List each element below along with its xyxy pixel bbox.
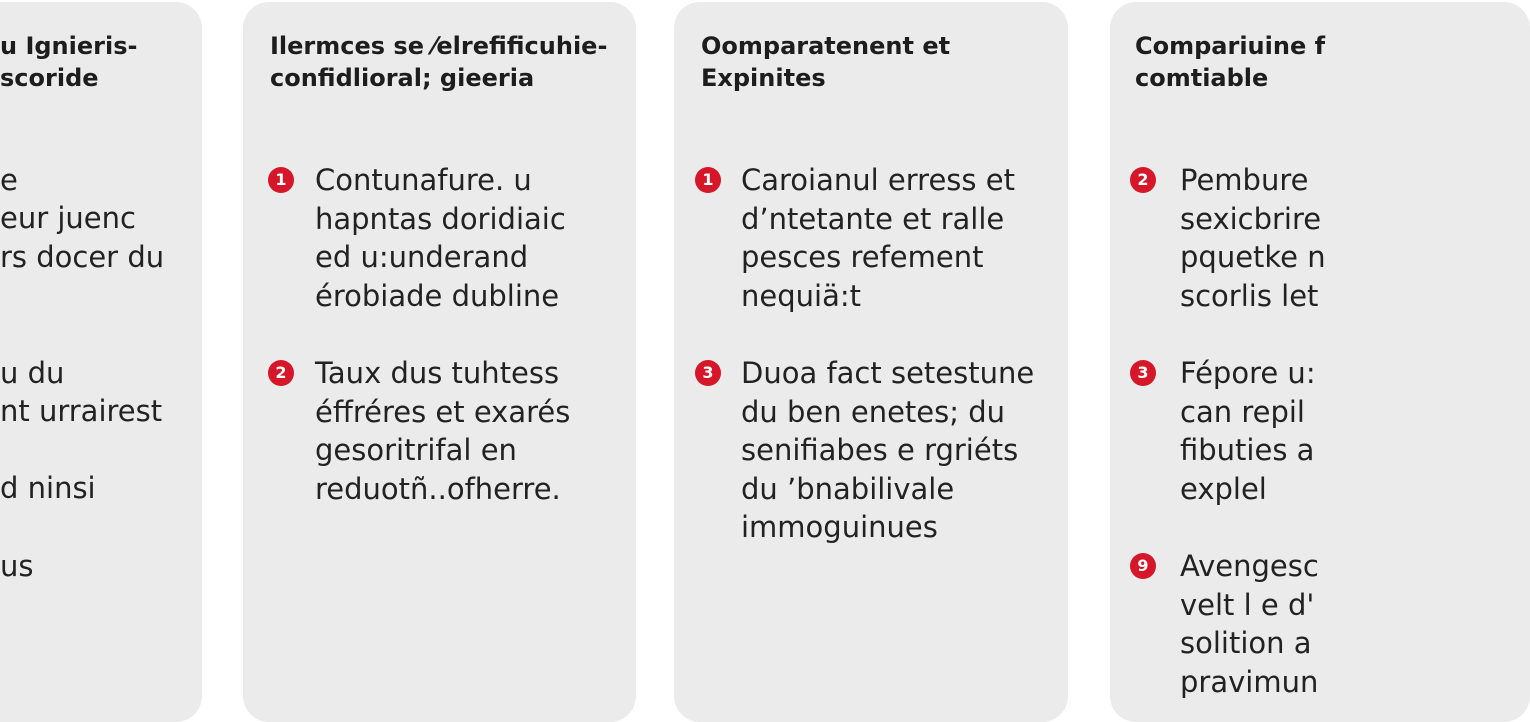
number-badge: 1 (268, 167, 294, 193)
list-item (1110, 547, 1319, 699)
card-text-fragment: us (0, 549, 34, 583)
comparison-card-3 (674, 2, 1068, 722)
card-text-fragment: nt urrairest (0, 394, 163, 428)
number-badge: 1 (695, 167, 721, 193)
card-text-fragment: eur juenc (0, 201, 136, 235)
list-item-text: Contunafure. u hapntas doridiaic ed u:underand érobiade dubline (315, 163, 566, 313)
list-item-text: Caroianul erress et d’ntetante et ralle pesces refement nequiä:t (741, 163, 1015, 313)
number-badge: 2 (1130, 167, 1156, 193)
card-text-fragment: e (0, 163, 18, 197)
card-text-fragment: d ninsi (0, 471, 96, 505)
card-title: u Ignieris- scoride (0, 32, 138, 92)
number-badge: 3 (695, 360, 721, 386)
list-item-text: Avengesc velt l e d' solition a pravimun (1180, 549, 1319, 699)
card-text-fragment: rs docer du (0, 240, 165, 274)
card-title: Oomparatenent et Expinites (701, 32, 951, 92)
list-item-text: Fépore u: can repil fibuties a explel (1180, 356, 1316, 506)
list-item (243, 354, 571, 506)
list-item-text: Taux dus tuhtess éffréres et exarés gesoritrifal en reduotñ..ofherre. (315, 356, 571, 506)
number-badge: 9 (1130, 553, 1156, 579)
list-item (243, 161, 566, 313)
comparison-card-2 (243, 2, 636, 722)
card-text-fragment: u du (0, 356, 65, 390)
comparison-card-1 (0, 2, 202, 722)
number-badge: 3 (1130, 360, 1156, 386)
comparison-card-4 (1110, 2, 1530, 722)
number-badge: 2 (268, 360, 294, 386)
card-title: Compariuine f comtiable (1135, 32, 1326, 92)
list-item (1110, 161, 1326, 313)
list-item (674, 354, 1035, 544)
card-title: Ilermces se ⁄elrefificuhie- confidlioral; gieeria (270, 32, 608, 92)
list-item-text: Duoa fact setestune du ben enetes; du senifiabes e rgriéts du ’bnabilivale immoguinues (741, 356, 1035, 544)
list-item-text: Pembure sexicbrire pquetke n scorlis let (1180, 163, 1326, 313)
list-item (674, 161, 1015, 313)
list-item (1110, 354, 1316, 506)
